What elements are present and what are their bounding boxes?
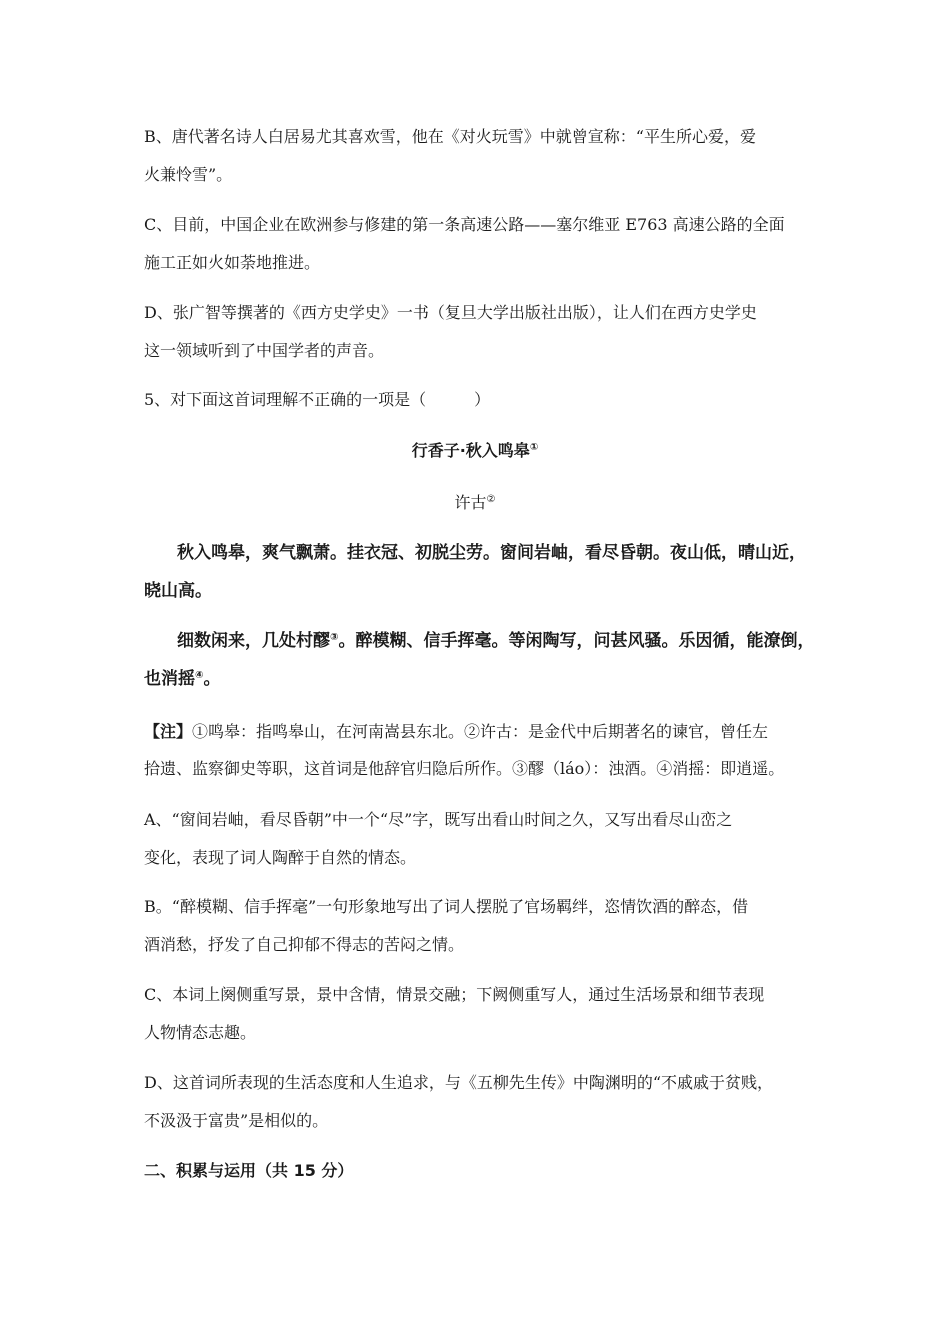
q4-option-c-line1: C、目前，中国企业在欧洲参与修建的第一条高速公路——塞尔维亚 E763 高速公路的全面 xyxy=(144,215,785,234)
q5-option-d-line1: D、这首词所表现的生活态度和人生追求，与《五柳先生传》中陶渊明的“不戚戚于贫贱， xyxy=(144,1073,774,1092)
poem-stanza2-line2-a: 也消摇 xyxy=(144,669,195,689)
q5-option-d-line2: 不汲汲于富贵”是相似的。 xyxy=(144,1111,329,1130)
notes-label: 【注】 xyxy=(144,722,193,741)
q4-option-b-line2: 火兼怜雪”。 xyxy=(144,165,233,184)
poem-footnote-4: ④ xyxy=(195,670,204,681)
poem-author-footnote: ② xyxy=(486,494,496,505)
q5-option-c-line1: C、本词上阕侧重写景，景中含情，情景交融；下阙侧重写人，通过生活场景和细节表现 xyxy=(144,985,765,1004)
poem-notes-line1 xyxy=(144,721,768,743)
q5-option-a-line1: A、“窗间岩岫，看尽昏朝”中一个“尽”字，既写出看山时间之久，又写出看尽山峦之 xyxy=(144,810,733,829)
poem-title-text: 行香子·秋入鸣皋 xyxy=(411,441,530,460)
poem-stanza2-line2 xyxy=(144,668,220,690)
q4-option-d-line1: D、张广智等撰著的《西方史学史》一书（复旦大学出版社出版），让人们在西方史学史 xyxy=(144,303,757,322)
poem-footnote-3: ③ xyxy=(330,632,339,643)
poem-stanza2-line1 xyxy=(177,630,814,652)
poem-title xyxy=(0,440,950,462)
poem-author-text: 许古 xyxy=(454,493,487,512)
q4-option-b-line1: B、唐代著名诗人白居易尤其喜欢雪，他在《对火玩雪》中就曾宣称：“平生所心爱，爱 xyxy=(144,127,756,146)
poem-stanza1-line2: 晓山高。 xyxy=(144,581,212,601)
poem-stanza2-line2-b: 。 xyxy=(203,669,221,689)
poem-notes-line2: 拾遗、监察御史等职，这首词是他辞官归隐后所作。③醪（láo）：浊酒。④消摇：即逍遥。 xyxy=(144,759,785,778)
poem-stanza1-line1: 秋入鸣皋，爽气飘萧。挂衣冠、初脱尘劳。窗间岩岫，看尽昏朝。夜山低，晴山近， xyxy=(177,543,806,563)
q5-option-a-line2: 变化，表现了词人陶醉于自然的情态。 xyxy=(144,848,417,867)
section-2-heading: 二、积累与运用（共 15 分） xyxy=(144,1161,354,1180)
q5-option-b-line1: B。“醉模糊、信手挥毫”一句形象地写出了词人摆脱了官场羁绊，恣情饮酒的醉态，借 xyxy=(144,897,749,916)
poem-author xyxy=(0,492,950,514)
q5-option-b-line2: 酒消愁，抒发了自己抑郁不得志的苦闷之情。 xyxy=(144,935,465,954)
poem-stanza2-line1-b: 。醉模糊、信手挥毫。等闲陶写，问甚风骚。乐因循，能潦倒， xyxy=(338,631,815,651)
notes-text-1: ①鸣皋：指鸣皋山，在河南嵩县东北。②许古：是金代中后期著名的谏官，曾任左 xyxy=(192,722,769,741)
q5-stem: 5、对下面这首词理解不正确的一项是（ ） xyxy=(144,390,491,409)
q4-option-c-line2: 施工正如火如荼地推进。 xyxy=(144,253,321,272)
poem-title-footnote: ① xyxy=(529,442,539,453)
q5-option-c-line2: 人物情态志趣。 xyxy=(144,1023,257,1042)
poem-stanza2-line1-a: 细数闲来，几处村醪 xyxy=(177,631,330,651)
q4-option-d-line2: 这一领域听到了中国学者的声音。 xyxy=(144,341,385,360)
